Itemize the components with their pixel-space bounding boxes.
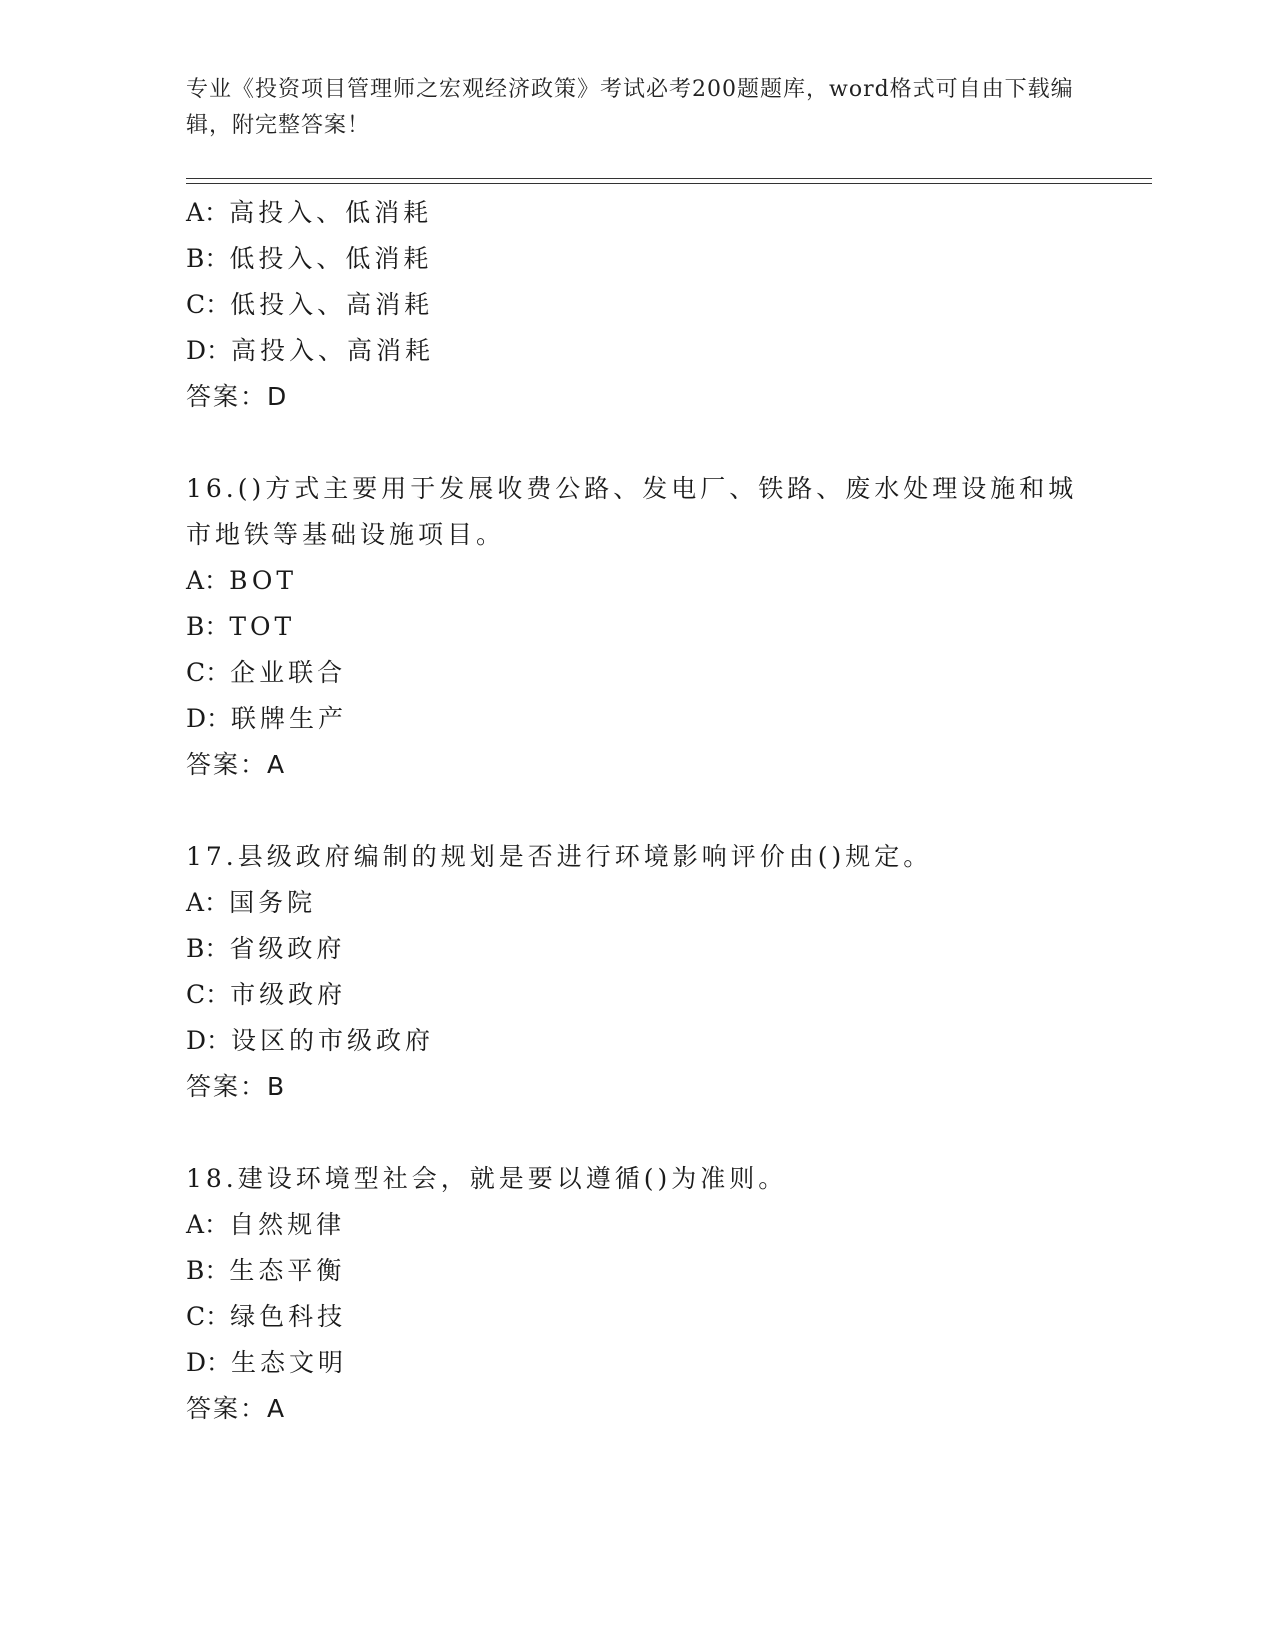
option-label: B： [186,244,230,273]
option-label: C： [186,290,231,319]
option-text: 企业联合 [230,658,347,687]
option-label: B： [186,934,230,963]
question-16 [186,466,1086,788]
option-a [186,880,1086,926]
document-header: 专业《投资项目管理师之宏观经济政策》考试必考200题题库，word格式可自由下载编辑，附完整答案！ [186,77,1074,138]
question-stem: 17.县级政府编制的规划是否进行环境影响评价由()规定。 [186,842,933,871]
option-label: A： [186,888,230,917]
option-a [186,1202,1086,1248]
option-d [186,1018,1086,1064]
answer: 答案：D [186,382,289,411]
option-d [186,696,1086,742]
question-stem: 16.()方式主要用于发展收费公路、发电厂、铁路、废水处理设施和城市地铁等基础设施项目。 [186,474,1078,549]
option-text: 省级政府 [229,934,346,963]
option-a [186,190,1086,236]
option-text: 设区的市级政府 [231,1026,435,1055]
option-text: 市级政府 [230,980,347,1009]
option-label: A： [186,198,230,227]
question-17 [186,834,1086,1110]
option-c [186,1294,1086,1340]
option-text: 国务院 [229,888,317,917]
question-stem: 18.建设环境型社会，就是要以遵循()为准则。 [186,1164,788,1193]
option-text: TOT [229,612,296,641]
option-text: 联牌生产 [231,704,348,733]
option-label: D： [186,336,232,365]
header-rule-top [186,178,1152,179]
answer: 答案：A [186,1394,287,1423]
option-b [186,604,1086,650]
option-text: 高投入、高消耗 [231,336,435,365]
option-label: C： [186,980,231,1009]
option-label: D： [186,1348,232,1377]
option-text: 生态平衡 [229,1256,346,1285]
answer: 答案：B [186,1072,287,1101]
option-label: A： [186,1210,230,1239]
option-text: 自然规律 [229,1210,346,1239]
option-b [186,1248,1086,1294]
option-d [186,328,1086,374]
option-label: B： [186,1256,230,1285]
option-label: D： [186,704,232,733]
option-b [186,236,1086,282]
option-text: 生态文明 [231,1348,348,1377]
option-text: 高投入、低消耗 [229,198,433,227]
answer: 答案：A [186,750,287,779]
option-label: A： [186,566,230,595]
question-list [186,190,1086,1478]
option-label: B： [186,612,230,641]
option-label: C： [186,658,231,687]
option-a [186,558,1086,604]
option-label: D： [186,1026,232,1055]
option-b [186,926,1086,972]
option-c [186,650,1086,696]
option-text: BOT [229,566,298,595]
header-rule-bottom [186,183,1152,184]
option-c [186,282,1086,328]
option-text: 低投入、高消耗 [230,290,434,319]
option-text: 低投入、低消耗 [229,244,433,273]
option-label: C： [186,1302,231,1331]
option-d [186,1340,1086,1386]
option-text: 绿色科技 [230,1302,347,1331]
question-carryover [186,190,1086,420]
option-c [186,972,1086,1018]
question-18 [186,1156,1086,1432]
